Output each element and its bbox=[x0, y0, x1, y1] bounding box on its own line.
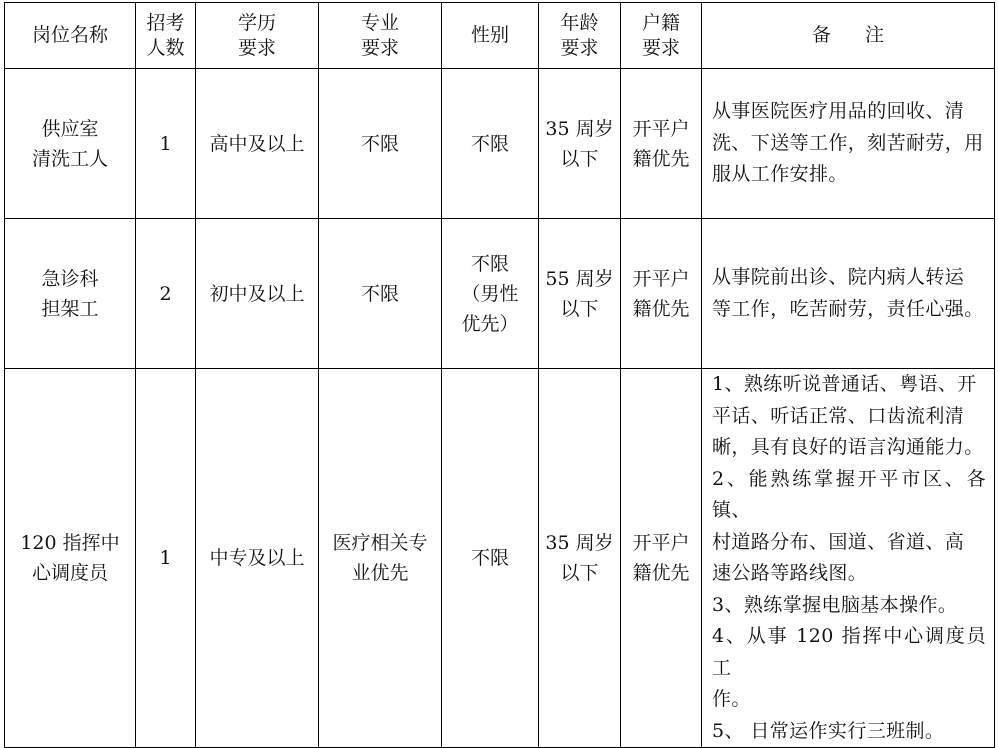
text-line: 从事院前出诊、院内病人转运 bbox=[712, 266, 965, 288]
cell-notes bbox=[702, 69, 995, 219]
header-position bbox=[5, 3, 136, 69]
text-line: 不限 bbox=[470, 547, 509, 569]
text-line: 开平户 bbox=[632, 117, 690, 140]
text-line: 招考 bbox=[146, 11, 185, 34]
text-line: 55 周岁 bbox=[545, 267, 614, 290]
table-row bbox=[5, 69, 995, 219]
text-line: 要求 bbox=[237, 36, 276, 59]
cell-age bbox=[539, 369, 621, 748]
text-line: 不限 bbox=[470, 132, 509, 155]
text-line: 心调度员 bbox=[31, 562, 108, 584]
text-line: 医疗相关专 bbox=[332, 532, 428, 554]
cell-gender bbox=[442, 219, 539, 369]
cell-position bbox=[5, 69, 136, 219]
text-line: 以下 bbox=[560, 562, 599, 584]
text-line: 1、熟练听说普通话、粤语、开 bbox=[712, 373, 977, 395]
cell-household bbox=[621, 369, 702, 748]
text-line: 要求 bbox=[360, 36, 399, 59]
text-line: 不限 bbox=[360, 132, 399, 155]
text-line: 急诊科 bbox=[41, 267, 99, 290]
text-line: 户籍 bbox=[641, 11, 680, 34]
table-row bbox=[5, 219, 995, 369]
text-line: 人数 bbox=[146, 36, 185, 59]
text-line: 35 周岁 bbox=[545, 532, 614, 554]
text-line: 35 周岁 bbox=[545, 117, 614, 140]
cell-household bbox=[621, 69, 702, 219]
text-line: 5、 日常运作实行三班制。 bbox=[712, 719, 945, 742]
text-line: 开平户 bbox=[632, 267, 690, 290]
cell-gender bbox=[442, 369, 539, 748]
text-line: 性别 bbox=[470, 24, 509, 46]
header-household bbox=[621, 3, 702, 69]
header-row bbox=[5, 3, 995, 69]
cell-notes bbox=[702, 369, 995, 748]
text-line: 晰，具有良好的语言沟通能力。 bbox=[712, 436, 984, 458]
text-line: （男性 bbox=[461, 282, 519, 305]
cell-age bbox=[539, 219, 621, 369]
text-line: 清洗工人 bbox=[31, 147, 108, 170]
cell-major bbox=[319, 69, 442, 219]
text-line: 专业 bbox=[360, 11, 399, 34]
text-line: 以下 bbox=[560, 297, 599, 320]
header-notes bbox=[702, 3, 995, 69]
cell-count: 2 bbox=[136, 219, 196, 369]
text-line: 要求 bbox=[641, 36, 680, 59]
text-line: 从事医院医疗用品的回收、清 bbox=[712, 100, 965, 123]
cell-education: 中专及以上 bbox=[196, 369, 319, 748]
text-line: 籍优先 bbox=[632, 562, 690, 584]
text-line: 2、能熟练掌握开平市区、各镇、 bbox=[712, 467, 986, 521]
text-line: 供应室 bbox=[41, 117, 99, 140]
text-line: 村道路分布、国道、省道、高 bbox=[712, 530, 965, 553]
text-line: 籍优先 bbox=[632, 297, 690, 320]
cell-count: 1 bbox=[136, 69, 196, 219]
text-line: 等工作，吃苦耐劳，责任心强。 bbox=[712, 297, 984, 320]
text-line: 不限 bbox=[360, 282, 399, 305]
text-line: 速公路等路线图。 bbox=[712, 562, 868, 584]
text-line: 年龄 bbox=[560, 11, 599, 34]
cell-education: 初中及以上 bbox=[196, 219, 319, 369]
text-line: 开平户 bbox=[632, 532, 690, 554]
text-line: 3、熟练掌握电脑基本操作。 bbox=[712, 593, 958, 616]
text-line: 120 指挥中 bbox=[20, 532, 120, 554]
cell-gender bbox=[442, 69, 539, 219]
text-line: 担架工 bbox=[41, 297, 99, 320]
header-count bbox=[136, 3, 196, 69]
text-line: 籍优先 bbox=[632, 147, 690, 170]
text-line: 以下 bbox=[560, 147, 599, 170]
cell-major bbox=[319, 219, 442, 369]
text-line: 优先） bbox=[461, 312, 519, 335]
text-line: 4、从事 120 指挥中心调度员工 bbox=[712, 625, 986, 679]
text-line: 不限 bbox=[470, 252, 509, 275]
cell-age bbox=[539, 69, 621, 219]
header-major bbox=[319, 3, 442, 69]
text-line: 学历 bbox=[237, 11, 276, 34]
cell-notes bbox=[702, 219, 995, 369]
cell-major bbox=[319, 369, 442, 748]
text-line: 平话、听话正常、口齿流利清 bbox=[712, 404, 965, 427]
header-notes-label: 备注 bbox=[811, 24, 918, 46]
cell-count: 1 bbox=[136, 369, 196, 748]
header-education bbox=[196, 3, 319, 69]
text-line: 业优先 bbox=[351, 562, 409, 584]
header-gender bbox=[442, 3, 539, 69]
text-line: 岗位名称 bbox=[31, 24, 108, 46]
cell-position bbox=[5, 219, 136, 369]
text-line: 洗、下送等工作，刻苦耐劳，用 bbox=[712, 131, 984, 154]
cell-household bbox=[621, 219, 702, 369]
text-line: 作。 bbox=[712, 688, 751, 710]
header-age bbox=[539, 3, 621, 69]
recruitment-table bbox=[4, 2, 995, 748]
table-row bbox=[5, 369, 995, 748]
text-line: 要求 bbox=[560, 36, 599, 59]
cell-position bbox=[5, 369, 136, 748]
cell-education: 高中及以上 bbox=[196, 69, 319, 219]
text-line: 服从工作安排。 bbox=[712, 163, 848, 186]
